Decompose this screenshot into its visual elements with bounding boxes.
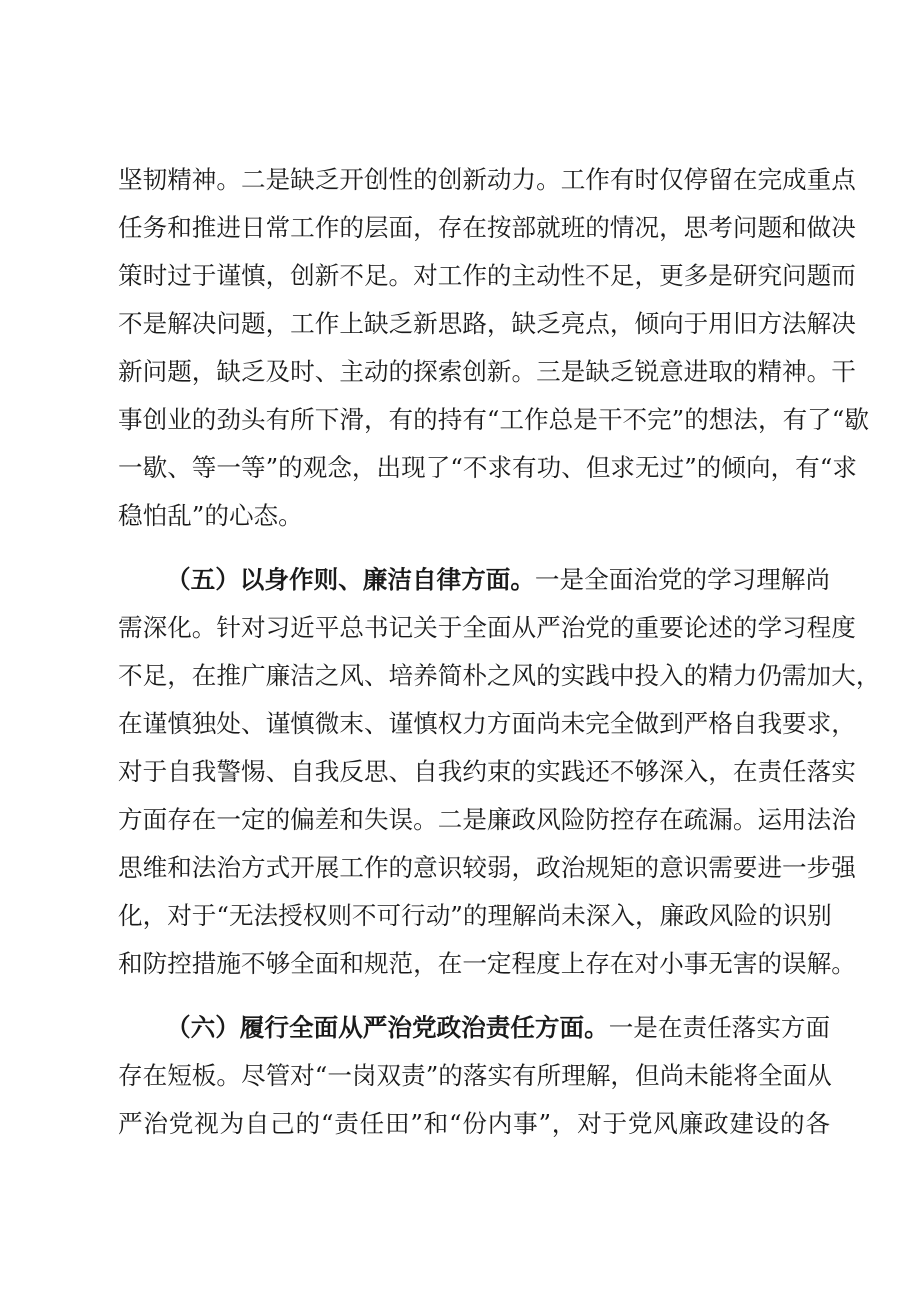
section-5-first-line-text: 一是全面治党的学习理解尚 — [534, 565, 831, 594]
text-line: 不足，在推广廉洁之风、培养简朴之风的实践中投入的精力仍需加大， — [118, 661, 881, 690]
text-line: 严治党视为自己的“责任田”和“份内事”，对于党风廉政建设的各 — [118, 1109, 830, 1138]
text-line: 稳怕乱”的心态。 — [118, 501, 303, 530]
text-line: 不是解决问题，工作上缺乏新思路，缺乏亮点，倾向于用旧方法解决 — [118, 309, 856, 338]
text-line: 任务和推进日常工作的层面，存在按部就班的情况，思考问题和做决 — [118, 213, 856, 242]
section-5-heading: （五）以身作则、廉洁自律方面。 — [166, 565, 535, 594]
text-line: 思维和法治方式开展工作的意识较弱，政治规矩的意识需要进一步强 — [118, 853, 856, 882]
text-line: 需深化。针对习近平总书记关于全面从严治党的重要论述的学习程度 — [118, 613, 856, 642]
text-line: 坚韧精神。二是缺乏开创性的创新动力。工作有时仅停留在完成重点 — [118, 165, 856, 194]
section-5-first-line — [166, 558, 830, 602]
text-line: 策时过于谨慎，创新不足。对工作的主动性不足，更多是研究问题而 — [118, 261, 856, 290]
text-line: 对于自我警惕、自我反思、自我约束的实践还不够深入，在责任落实 — [118, 757, 856, 786]
text-line: 新问题，缺乏及时、主动的探索创新。三是缺乏锐意进取的精神。干 — [118, 357, 856, 386]
section-6-first-line — [166, 1006, 830, 1050]
text-line: 在谨慎独处、谨慎微末、谨慎权力方面尚未完全做到严格自我要求， — [118, 709, 856, 738]
text-line: 事创业的劲头有所下滑，有的持有“工作总是干不完”的想法，有了“歇 — [118, 405, 869, 434]
text-line: 存在短板。尽管对“一岗双责”的落实有所理解，但尚未能将全面从 — [118, 1061, 832, 1090]
text-line: 方面存在一定的偏差和失误。二是廉政风险防控存在疏漏。运用法治 — [118, 805, 856, 834]
section-6-heading: （六）履行全面从严治党政治责任方面。 — [166, 1013, 609, 1042]
text-line: 和防控措施不够全面和规范，在一定程度上存在对小事无害的误解。 — [118, 949, 856, 978]
text-line: 化，对于“无法授权则不可行动”的理解尚未深入，廉政风险的识别 — [118, 901, 832, 930]
text-line: 一歇、等一等”的观念，出现了“不求有功、但求无过”的倾向，有“求 — [118, 453, 857, 482]
section-6-first-line-text: 一是在责任落实方面 — [608, 1013, 831, 1042]
